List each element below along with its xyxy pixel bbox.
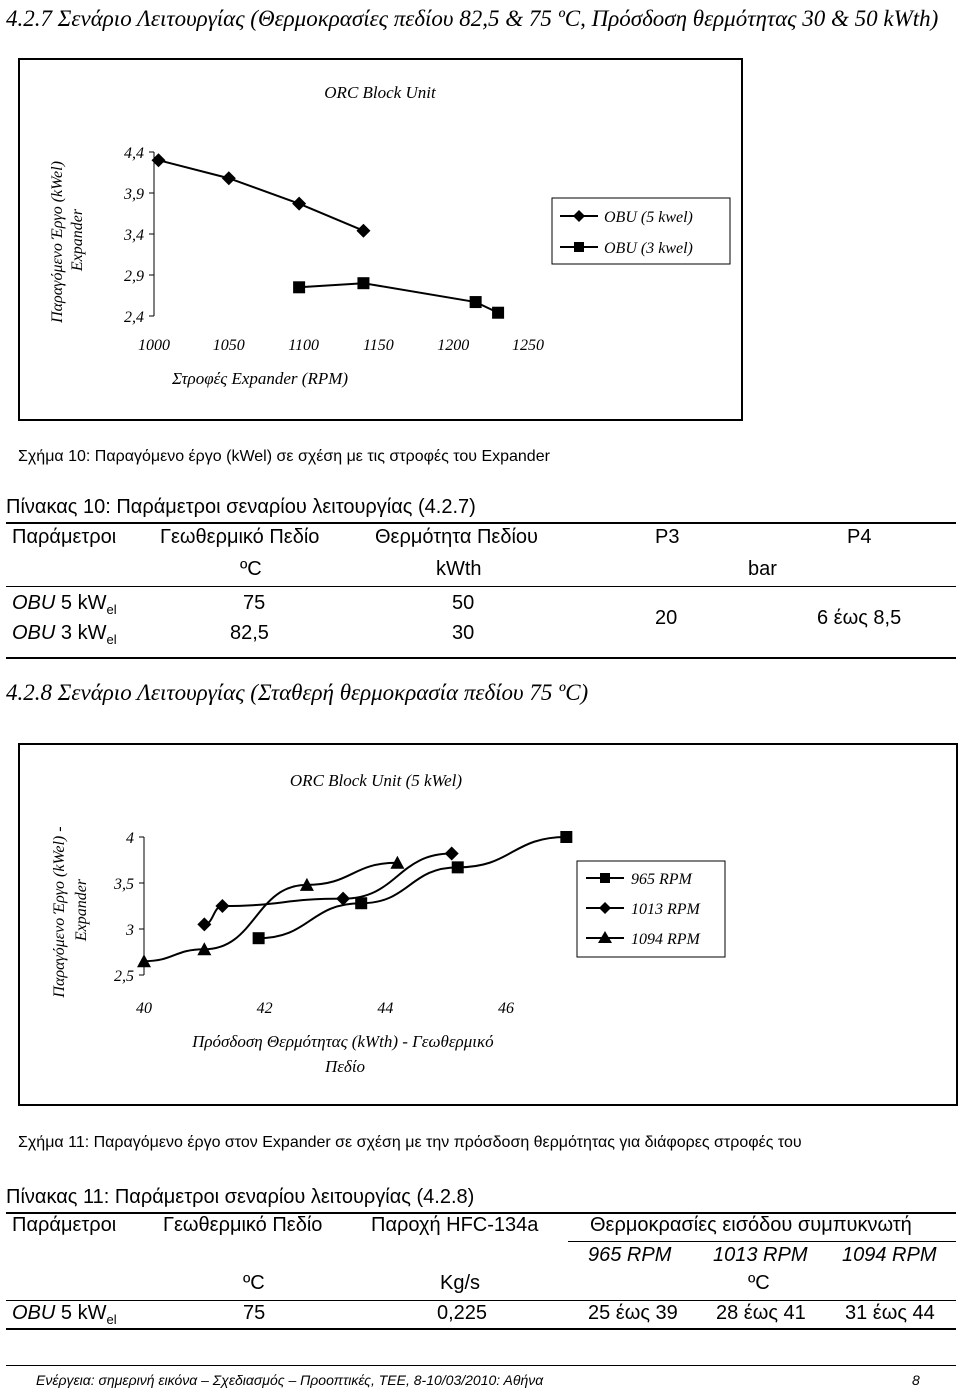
table-11-unit-flow: Kg/s: [440, 1272, 481, 1294]
chart2-xlabel-line1: Πρόσδοση Θερμότητας (kWth) - Γεωθερμικό: [192, 1032, 494, 1051]
table-11: [0, 1214, 960, 1330]
chart1-ylabel-line2: Expander: [69, 208, 86, 272]
chart2-series: [137, 831, 572, 967]
x-tick-label: 46: [498, 1000, 514, 1017]
series-line-1: [158, 160, 363, 231]
t11-row-label-obu: OBU: [12, 1302, 56, 1324]
chart2-legend-label-2: 1013 RPM: [631, 901, 700, 918]
table-10-row1-field: 75: [243, 592, 266, 614]
chart1-series: [151, 153, 504, 319]
row2-label-power: 3 kW: [55, 622, 107, 644]
table-10-unit-heat: kWth: [436, 558, 482, 580]
table-11-row1-t1013: 28 έως 41: [716, 1302, 806, 1324]
data-point-square: [357, 277, 369, 289]
table-10-mid-rule: [6, 586, 956, 587]
table-11-rpm-1013: 1013 RPM: [713, 1244, 808, 1266]
y-tick-label: 2,4: [124, 309, 144, 326]
chart1-legend-label-1: OBU (5 kwel): [604, 209, 693, 226]
table-11-rpm-965: 965 RPM: [588, 1244, 672, 1266]
data-point-diamond: [292, 197, 306, 211]
data-point-diamond: [356, 224, 370, 238]
table-10-top-rule: [6, 522, 956, 524]
chart2-ylabel-line1: Παραγόμενο Έργο (kWel) -: [51, 826, 68, 998]
x-tick-label: 1000: [138, 337, 170, 354]
x-tick-label: 40: [136, 1000, 152, 1017]
table-11-header-field: Γεωθερμικό Πεδίο: [163, 1214, 323, 1236]
table-10-header-params: Παράμετροι: [12, 526, 117, 548]
table-11-row1-flow: 0,225: [437, 1302, 488, 1324]
data-point-square: [253, 932, 265, 944]
chart2-ylabel: [51, 822, 90, 998]
row1-label-power: 5 kW: [55, 592, 107, 614]
section-heading-4-2-7: 4.2.7 Σενάριο Λειτουργίας (Θερμοκρασίες πεδίου 82,5 & 75 ºC, Πρόσδοση θερμότητας 30 & 50 kWth): [6, 6, 939, 31]
legend-square-icon: [600, 873, 610, 883]
page-number: 8: [912, 1372, 920, 1388]
chart1-xlabel: Στροφές Expander (RPM): [171, 369, 349, 388]
section-heading-4-2-8: 4.2.8 Σενάριο Λειτουργίας (Σταθερή θερμοκρασία πεδίου 75 ºC): [6, 680, 589, 705]
chart2-legend-label-3: 1094 RPM: [631, 931, 700, 948]
figure-caption-11: Σχήμα 11: Παραγόμενο έργο στον Expander σε σχέση με την πρόσδοση θερμότητας για διάφορες στροφές του: [18, 1134, 802, 1151]
table-10-unit-pressure: bar: [748, 558, 777, 580]
chart1-legend: [552, 198, 730, 264]
table-11-row1-label: [12, 1302, 117, 1327]
table-11-unit-temp: ºC: [748, 1272, 770, 1294]
y-tick-label: 4,4: [124, 145, 144, 162]
table-10-row2-heat: 30: [452, 622, 475, 644]
table-11-title: Πίνακας 11: Παράμετροι σεναρίου λειτουργίας (4.2.8): [6, 1186, 475, 1208]
x-tick-label: 1050: [212, 337, 245, 354]
chart1-ylabel-line1: Παραγόμενο Έργο (kWel): [49, 161, 66, 323]
y-tick-label: 3,9: [124, 186, 144, 203]
x-tick-label: 1250: [512, 337, 544, 354]
y-tick-label: 3,4: [124, 227, 144, 244]
chart1-ylabel: [49, 157, 86, 324]
footer-rule: [6, 1365, 956, 1366]
chart2-ylabel-line2: Expander: [73, 878, 90, 942]
row2-label-obu: OBU: [12, 622, 56, 644]
data-point-diamond: [222, 171, 236, 185]
data-point-diamond: [445, 847, 459, 861]
table-10-unit-field: ºC: [240, 558, 262, 580]
table-10-header-p3: P3: [655, 526, 680, 548]
table-11-header-params: Παράμετροι: [12, 1214, 117, 1236]
table-11-row1-t1094: 31 έως 44: [845, 1302, 935, 1324]
table-10-row1-label: [12, 592, 117, 617]
data-point-square: [452, 861, 464, 873]
series-line-3: [144, 863, 397, 961]
table-11-bottom-rule: [6, 1328, 956, 1330]
table-10-bottom-rule: [6, 657, 956, 659]
x-tick-label: 1100: [288, 337, 320, 354]
x-tick-label: 44: [377, 1000, 394, 1017]
table-10-header-heat: Θερμότητα Πεδίου: [375, 526, 538, 548]
data-point-square: [560, 831, 572, 843]
chart1-svg: [20, 60, 741, 419]
x-tick-label: 1200: [437, 337, 470, 354]
table-10-row1-heat: 50: [452, 592, 475, 614]
series-line-2: [299, 283, 498, 313]
table-11-header-flow: Παροχή HFC-134a: [371, 1214, 539, 1236]
chart-orc-block-unit: [18, 58, 743, 421]
x-tick-label: 1150: [362, 337, 394, 354]
chart2-title: ORC Block Unit (5 kWel): [289, 771, 463, 790]
chart-orc-block-unit-5kwel: [18, 743, 958, 1106]
x-tick-label: 42: [256, 1000, 273, 1017]
table-11-rpm-1094: 1094 RPM: [842, 1244, 937, 1266]
chart1-axes: [123, 145, 544, 354]
chart1-legend-label-2: OBU (3 kwel): [604, 240, 693, 257]
data-point-square: [492, 307, 504, 319]
row2-label-sub: el: [106, 632, 117, 647]
data-point-square: [355, 897, 367, 909]
y-tick-label: 2,5: [114, 968, 134, 985]
table-10-title: Πίνακας 10: Παράμετροι σεναρίου λειτουργίας (4.2.7): [6, 496, 476, 518]
table-10: [0, 526, 960, 658]
table-10-header-field: Γεωθερμικό Πεδίο: [160, 526, 320, 548]
table-11-unit-field: ºC: [243, 1272, 265, 1294]
table-11-row1-field: 75: [243, 1302, 266, 1324]
legend-square-icon: [574, 242, 584, 252]
y-tick-label: 3,5: [114, 876, 134, 893]
table-10-row2-field: 82,5: [230, 622, 269, 644]
table-10-header-p4: P4: [847, 526, 872, 548]
row1-label-sub: el: [106, 602, 117, 617]
table-11-mid-rule: [6, 1300, 956, 1301]
t11-row-label-sub: el: [106, 1312, 117, 1327]
y-tick-label: 4: [126, 830, 134, 847]
row1-label-obu: OBU: [12, 592, 56, 614]
footer-text: Ενέργεια: σημερινή εικόνα – Σχεδιασμός – Προοπτικές, ΤΕΕ, 8-10/03/2010: Αθήνα: [36, 1372, 544, 1388]
data-point-square: [293, 281, 305, 293]
chart2-xlabel: [191, 1032, 498, 1076]
chart2-legend-label-1: 965 RPM: [631, 871, 692, 888]
chart1-title: ORC Block Unit: [324, 83, 436, 102]
table-10-row2-label: [12, 622, 117, 647]
table-10-p3-value: 20: [655, 607, 678, 629]
chart2-svg: [20, 745, 956, 1104]
table-11-subheader-rule: [568, 1241, 956, 1242]
t11-row-label-power: 5 kW: [55, 1302, 107, 1324]
series-line-2: [204, 854, 451, 925]
data-point-diamond: [215, 899, 229, 913]
table-11-header-temps: Θερμοκρασίες εισόδου συμπυκνωτή: [590, 1214, 912, 1236]
y-tick-label: 2,9: [124, 268, 144, 285]
data-point-square: [470, 296, 482, 308]
table-10-p4-value: 6 έως 8,5: [817, 607, 902, 629]
figure-caption-10: Σχήμα 10: Παραγόμενο έργο (kWel) σε σχέση με τις στροφές του Expander: [18, 448, 550, 465]
data-point-diamond: [197, 917, 211, 931]
chart2-legend: [577, 861, 725, 957]
chart2-xlabel-line2: Πεδίο: [324, 1057, 366, 1076]
table-11-row1-t965: 25 έως 39: [588, 1302, 678, 1324]
y-tick-label: 3: [126, 922, 134, 939]
